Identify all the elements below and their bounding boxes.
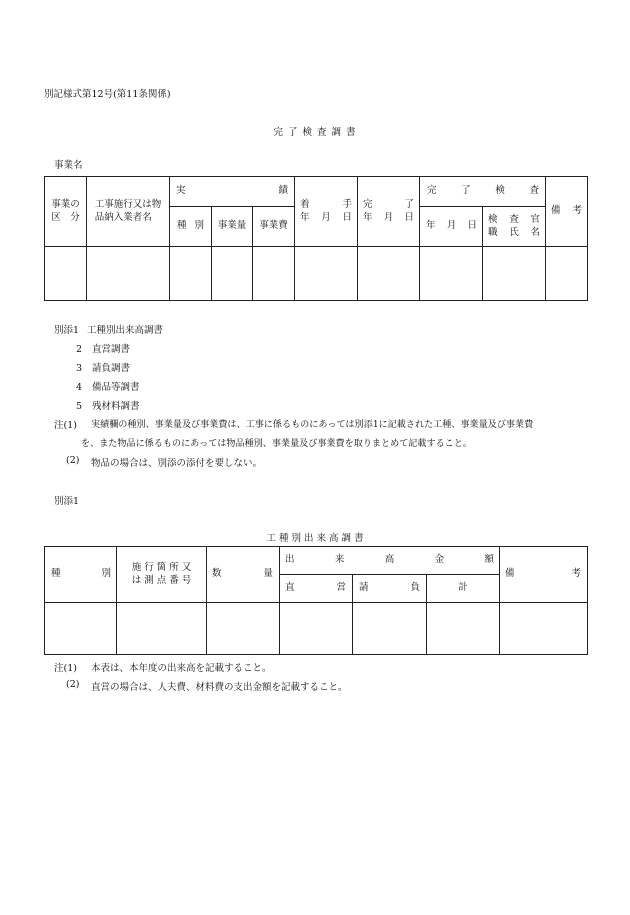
t1-col-kensakan: 検 査 官 職 氏 名 [488, 213, 540, 238]
attachment-item: 2 直営調書 [76, 344, 131, 355]
attachment-item: 3 請負調書 [76, 363, 131, 374]
t1-col-sekou: 工事施行又は物 品納入業者名 [94, 198, 162, 223]
t2-col-shubetsu: 種 別 [51, 568, 111, 580]
t1-col-jigyouhi: 事業費 [259, 220, 288, 232]
document-title: 完 了 検 査 調 書 [273, 127, 357, 138]
t1-col-shubetsu: 種 別 [177, 220, 204, 232]
t1-col-chakushu: 着 手 年 月 日 [300, 198, 352, 223]
t1-col-kensa-date: 年 月 日 [426, 220, 477, 232]
t1-col-jisseki: 実 績 [176, 185, 288, 197]
attachment-item: 5 残材料調書 [76, 401, 140, 412]
note-text: 物品の場合は、別添の添付を要しない。 [91, 458, 263, 469]
note-label: 注(1) [54, 663, 77, 674]
t2-col-ukeoi: 請 負 [359, 582, 420, 594]
t1-col-kanryou: 完 了 年 月 日 [363, 198, 414, 223]
note-text: 実績欄の種別、事業量及び事業費は、工事に係るものにあっては別添1に記載された工種、事業量及び事業費 [91, 420, 534, 430]
t2-col-chokuei: 直 営 [285, 582, 346, 594]
attachment-item: 4 備品等調書 [76, 382, 140, 393]
t1-col-kanryou-kensa: 完 了 検 査 [427, 185, 539, 197]
table2-title: 工 種 別 出 来 高 調 書 [266, 533, 364, 544]
t2-col-kei: 計 [458, 582, 468, 594]
note-text: 本表は、本年度の出来高を記載すること。 [91, 663, 272, 674]
t2-col-suuryou: 数 量 [212, 568, 273, 580]
note-label: (2) [66, 679, 80, 690]
note-label: (2) [66, 455, 80, 466]
t2-col-dekidaka: 出 来 高 金 額 [285, 554, 494, 566]
section2-label: 別添1 [54, 496, 80, 507]
t1-col-kubun: 事業の 区 分 [51, 198, 80, 223]
t2-col-bikou: 備 考 [505, 568, 581, 580]
t2-col-sekou: 施 行 箇 所 又 は 測 点 番 号 [131, 561, 192, 586]
attachment-item: 別添1 工種別出来高調書 [54, 325, 164, 336]
note-text: 直営の場合は、人夫費、材料費の支出金額を記載すること。 [91, 682, 348, 693]
project-name-label: 事業名 [54, 160, 83, 171]
form-number: 別記様式第12号(第11条関係) [44, 89, 171, 100]
note-label: 注(1) [54, 420, 77, 431]
t1-col-bikou: 備 考 [551, 205, 582, 217]
t1-col-jigyouryou: 事業量 [217, 220, 247, 232]
note-text: を、また物品に係るものにあっては物品種別、事業量及び事業費を取りまとめて記載すること。 [81, 439, 472, 449]
